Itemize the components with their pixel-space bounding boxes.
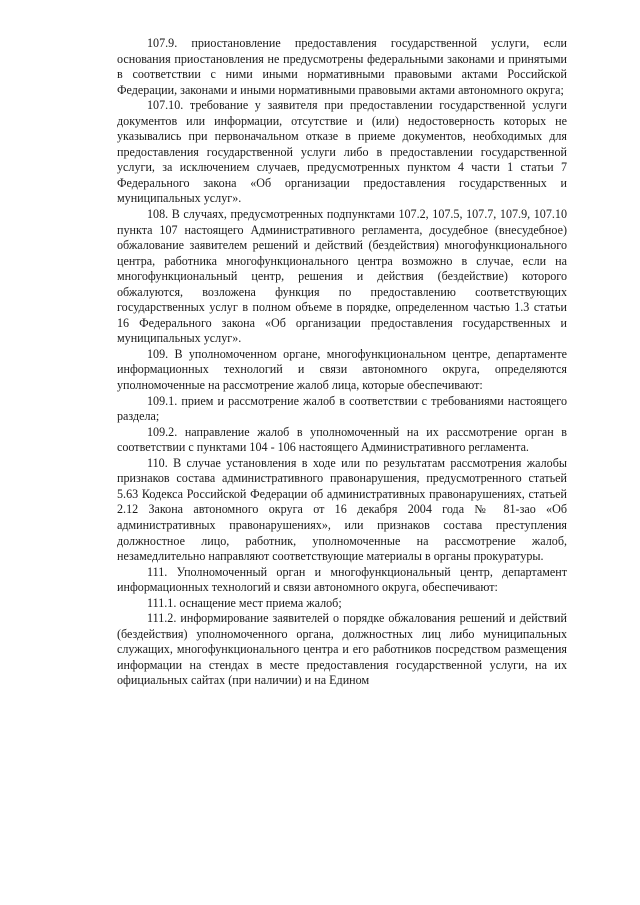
- paragraph-109: 109. В уполномоченном органе, многофункциональном центре, департаменте информационных технологий и связи автономного округа, определяются уполномоченные на рассмотрение жалоб лица, которые обеспечивают:: [117, 346, 567, 393]
- paragraph-110: 110. В случае установления в ходе или по результатам рассмотрения жалобы признаков состава административного правонарушения, предусмотренного статьей 5.63 Кодекса Российской Федерации об административных правонарушениях, статьей 2.12 Закона автономного округа от 16 декабря 2004 года № 81-зао «Об административных правонарушениях», или признаков состава преступления должностное лицо, работник, уполномоченные на рассмотрение жалоб, незамедлительно направляют соответствующие материалы в органы прокуратуры.: [117, 455, 567, 564]
- paragraph-107-9: 107.9. приостановление предоставления государственной услуги, если основания приостановления не предусмотрены федеральными законами и принятыми в соответствии с ними иными нормативными правовыми актами Российской Федерации, законами и иными нормативными правовыми актами автономного округа;: [117, 36, 567, 97]
- paragraph-111: 111. Уполномоченный орган и многофункциональный центр, департамент информационных технологий и связи автономного округа, обеспечивают:: [117, 564, 567, 595]
- paragraph-109-2: 109.2. направление жалоб в уполномоченный на их рассмотрение орган в соответствии с пунктами 104 - 106 настоящего Административного регламента.: [117, 424, 567, 455]
- document-page: [117, 36, 567, 689]
- paragraph-111-2: 111.2. информирование заявителей о порядке обжалования решений и действий (бездействия) уполномоченного органа, должностных лиц либо муниципальных служащих, многофункционального центра и его работников посредством размещения информации на стендах в месте предоставления государственной услуги, на их официальных сайтах (при наличии) и на Едином: [117, 611, 567, 688]
- paragraph-109-1: 109.1. прием и рассмотрение жалоб в соответствии с требованиями настоящего раздела;: [117, 393, 567, 424]
- paragraph-108: 108. В случаях, предусмотренных подпунктами 107.2, 107.5, 107.7, 107.9, 107.10 пункта 107 настоящего Административного регламента, досудебное (внесудебное) обжалование заявителем решений и действий (бездействия) многофункционального центра, работника многофункционального центра возможно в случае, если на многофункциональный центр, решения и действия (бездействие) которого обжалуются, возложена функция по предоставлению соответствующих государственных услуг в полном объеме в порядке, определенном частью 1.3 статьи 16 Федерального закона «Об организации предоставления государственных и муниципальных услуг».: [117, 207, 567, 346]
- paragraph-107-10: 107.10. требование у заявителя при предоставлении государственной услуги документов или информации, отсутствие и (или) недостоверность которых не указывались при первоначальном отказе в приеме документов, необходимых для предоставления государственной услуги либо в предоставлении государственной услуги, за исключением случаев, предусмотренных пунктом 4 части 1 статьи 7 Федерального закона «Об организации предоставления государственных и муниципальных услуг».: [117, 98, 567, 206]
- paragraph-111-1: 111.1. оснащение мест приема жалоб;: [147, 595, 342, 610]
